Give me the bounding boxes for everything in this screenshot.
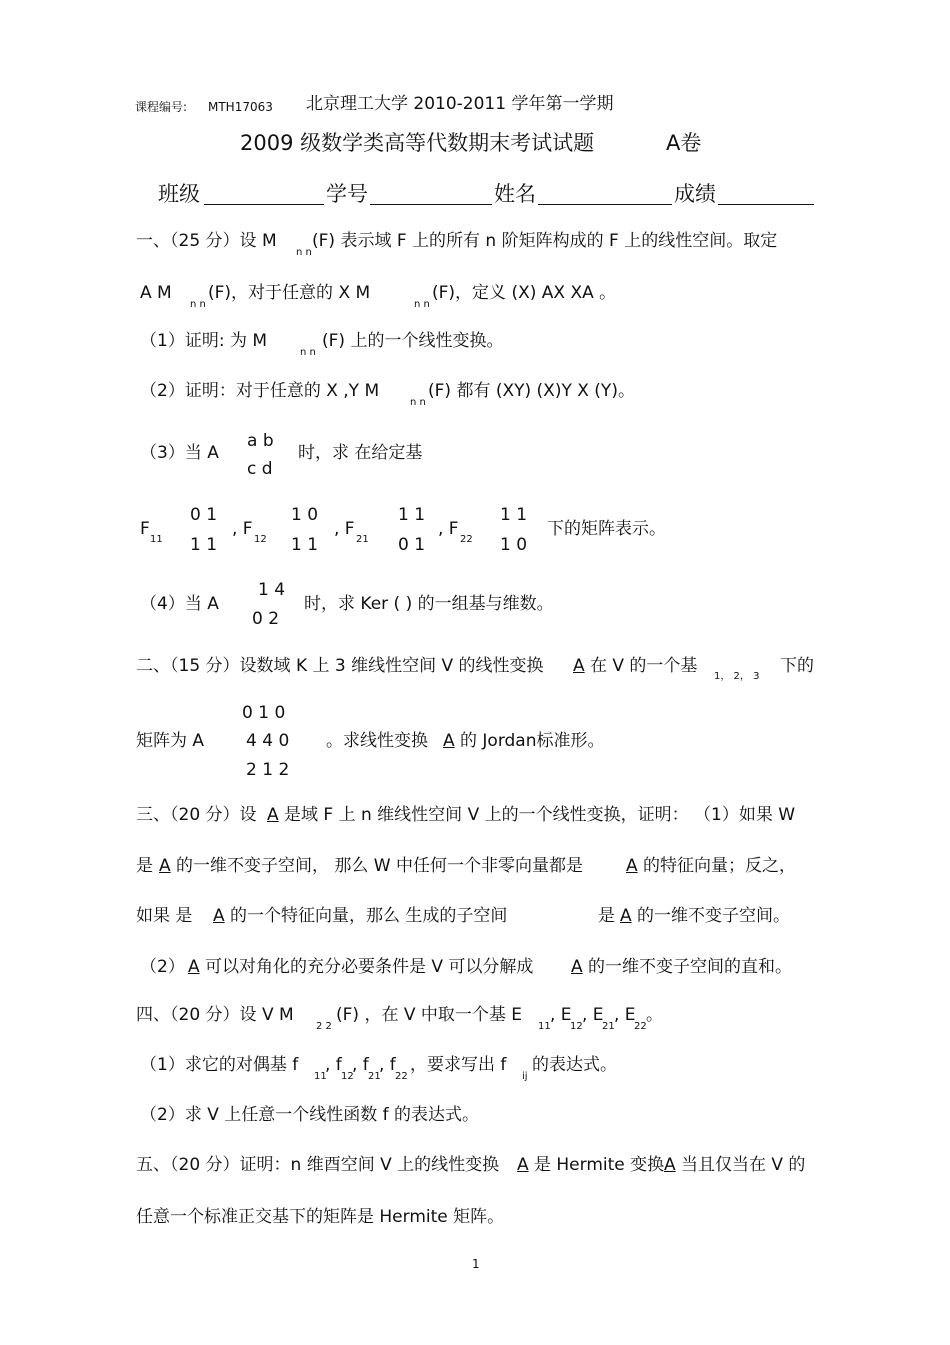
q5-line2: 任意一个标准正交基下的矩阵是 Hermite 矩阵。 xyxy=(136,1207,505,1227)
q1-part2-tail: (F) 都有 (XY) (X)Y X (Y)。 xyxy=(428,381,635,401)
q4-f11-sub: 11 xyxy=(314,1071,327,1082)
q1-part2: （2）证明：对于任意的 X ,Y M xyxy=(140,381,380,401)
q1-line1: 一、（25 分）设 M xyxy=(136,231,277,251)
q4-e11-sub: 11 xyxy=(538,1021,551,1032)
q1-part3-matrix-row2: c d xyxy=(247,459,273,479)
basis-m1-row2: 1 1 xyxy=(190,535,218,555)
basis-tail: 下的矩阵表示。 xyxy=(547,519,666,539)
q4-part1-mid: ，要求写出 f xyxy=(410,1055,507,1075)
q4-e22-prefix: , E xyxy=(614,1005,636,1025)
q3-transform-a-5: A xyxy=(620,906,632,926)
q3-line1: 三、（20 分）设 xyxy=(136,805,257,825)
q3-line1-tail: 是域 F 上 n 维线性空间 V 上的一个线性变换，证明： （1）如果 W xyxy=(284,805,796,825)
exam-version: A卷 xyxy=(666,131,702,155)
q1-part4: （4）当 A xyxy=(140,594,219,614)
q3-transform-a-6: A xyxy=(188,957,200,977)
q4-e12-prefix: , E xyxy=(550,1005,572,1025)
q2-matrix-row2: 4 4 0 xyxy=(246,731,290,751)
course-code: MTH17063 xyxy=(208,100,273,114)
student-id-blank[interactable] xyxy=(370,204,492,205)
q5-line1-tail: 当且仅当在 V 的 xyxy=(681,1155,806,1175)
q4-f22-sub: 22 xyxy=(395,1071,408,1082)
q4-line1-mid: (F) ，在 V 中取一个基 E xyxy=(336,1005,523,1025)
basis-f11: F xyxy=(140,519,150,539)
q3-line3-is: 是 xyxy=(598,906,615,926)
basis-f22-sub: 22 xyxy=(460,534,473,545)
basis-f22: , F xyxy=(438,519,459,539)
q4-part1-tail: 的表达式。 xyxy=(532,1055,617,1075)
q4-f22-prefix: , f xyxy=(379,1055,396,1075)
score-blank[interactable] xyxy=(718,204,814,205)
q3-line3: 如果 是 xyxy=(136,906,193,926)
q3-transform-a-4: A xyxy=(213,906,225,926)
basis-f12-sub: 12 xyxy=(254,534,267,545)
q3-transform-a-7: A xyxy=(571,957,583,977)
q4-e21-sub: 21 xyxy=(602,1021,615,1032)
basis-m1-row1: 0 1 xyxy=(190,505,218,525)
q1-line1-sub: n n xyxy=(296,247,312,258)
q3-line4-tail: 的一维不变子空间的直和。 xyxy=(588,957,792,977)
exam-title: 2009 级数学类高等代数期末考试试题 xyxy=(240,131,595,155)
q5-transform-a: A xyxy=(517,1155,529,1175)
page-number: 1 xyxy=(472,1257,480,1271)
q2-transform-a: A xyxy=(573,656,585,676)
q2-line1: 二、（15 分）设数域 K 上 3 维线性空间 V 的线性变换 xyxy=(136,656,544,676)
q3-line4-mid: 可以对角化的充分必要条件是 V 可以分解成 xyxy=(205,957,534,977)
university-term: 北京理工大学 2010-2011 学年第一学期 xyxy=(306,94,614,114)
q1-part1-tail: (F) 上的一个线性变换。 xyxy=(322,331,504,351)
q1-part4-tail: 时，求 Ker ( ) 的一组基与维数。 xyxy=(304,594,554,614)
q1-line1-tail: (F) 表示域 F 上的所有 n 阶矩阵构成的 F 上的线性空间。取定 xyxy=(312,231,778,251)
q1-part3-matrix-row1: a b xyxy=(247,431,274,451)
q3-transform-a: A xyxy=(267,805,279,825)
q1-line2-mid: (F)，对于任意的 X M xyxy=(208,283,371,303)
q5-line1: 五、（20 分）证明：n 维酉空间 V 上的线性变换 xyxy=(136,1155,500,1175)
basis-m4-row1: 1 1 xyxy=(500,505,528,525)
q2-matrix-row3: 2 1 2 xyxy=(246,760,290,780)
q3-line2-mid: 的一维不变子空间， 那么 W 中任何一个非零向量都是 xyxy=(176,856,584,876)
q4-e12-sub: 12 xyxy=(570,1021,583,1032)
q2-matrix-row1: 0 1 0 xyxy=(242,703,286,723)
q3-transform-a-3: A xyxy=(626,856,638,876)
basis-f11-sub: 11 xyxy=(150,534,163,545)
q3-line4: （2） xyxy=(140,957,185,977)
q3-transform-a-2: A xyxy=(159,856,171,876)
class-label: 班级 xyxy=(158,182,200,206)
q3-line3-mid: 的一个特征向量，那么 生成的子空间 xyxy=(230,906,508,926)
q5-transform-a-2: A xyxy=(664,1155,676,1175)
q1-line2-tail: (F)，定义 (X) AX XA 。 xyxy=(432,283,617,303)
q1-line2-sub: n n xyxy=(190,299,206,310)
q1-part4-matrix-row1: 1 4 xyxy=(258,580,286,600)
q4-line1: 四、（20 分）设 V M xyxy=(136,1005,294,1025)
name-blank[interactable] xyxy=(538,204,672,205)
basis-m4-row2: 1 0 xyxy=(500,535,528,555)
q1-part2-sub: n n xyxy=(410,397,426,408)
q4-line1-sub: 2 2 xyxy=(316,1021,332,1032)
q2-line2: 矩阵为 A xyxy=(136,731,205,751)
q2-line1-mid: 在 V 的一个基 xyxy=(590,656,698,676)
basis-m2-row2: 1 1 xyxy=(291,535,319,555)
q1-part1-sub: n n xyxy=(300,347,316,358)
basis-m2-row1: 1 0 xyxy=(291,505,319,525)
q5-line1-mid: 是 Hermite 变换 xyxy=(534,1155,665,1175)
basis-f21: , F xyxy=(334,519,355,539)
score-label: 成绩 xyxy=(674,182,716,206)
q4-e22-sub: 22 xyxy=(634,1021,647,1032)
q4-fij-sub: ij xyxy=(522,1071,528,1082)
q4-f12-sub: 12 xyxy=(341,1071,354,1082)
q4-e21-prefix: , E xyxy=(582,1005,604,1025)
q3-line2-tail: 的特征向量；反之， xyxy=(643,856,796,876)
q4-part1: （1）求它的对偶基 f xyxy=(140,1055,299,1075)
q1-part3-tail: 时，求 在给定基 xyxy=(298,443,423,463)
q1-part4-matrix-row2: 0 2 xyxy=(252,609,280,629)
q2-line2-tail: 的 Jordan标准形。 xyxy=(460,731,605,751)
q4-f21-sub: 21 xyxy=(368,1071,381,1082)
q1-line2: A M xyxy=(140,283,172,303)
q1-line2-sub2: n n xyxy=(414,299,430,310)
q3-line3-tail: 的一维不变子空间。 xyxy=(637,906,790,926)
course-label: 课程编号: xyxy=(135,100,188,114)
q2-basis-subs: 1， 2， 3 xyxy=(714,671,760,682)
q1-part3: （3）当 A xyxy=(140,443,219,463)
basis-f21-sub: 21 xyxy=(356,534,369,545)
name-label: 姓名 xyxy=(494,182,536,206)
q2-line1-tail: 下的 xyxy=(780,656,814,676)
basis-f12: , F xyxy=(232,519,253,539)
q1-part1: （1）证明: 为 M xyxy=(140,331,268,351)
q4-line1-end: 。 xyxy=(646,1005,663,1025)
student-id-label: 学号 xyxy=(326,182,368,206)
class-blank[interactable] xyxy=(204,204,324,205)
basis-m3-row1: 1 1 xyxy=(398,505,426,525)
q3-line2: 是 xyxy=(136,856,153,876)
q2-line2-mid: 。求线性变换 xyxy=(326,731,428,751)
basis-m3-row2: 0 1 xyxy=(398,535,426,555)
q4-f21-prefix: , f xyxy=(352,1055,369,1075)
q2-transform-a-2: A xyxy=(443,731,455,751)
q4-part2: （2）求 V 上任意一个线性函数 f 的表达式。 xyxy=(140,1105,480,1125)
q4-f12-prefix: , f xyxy=(325,1055,342,1075)
